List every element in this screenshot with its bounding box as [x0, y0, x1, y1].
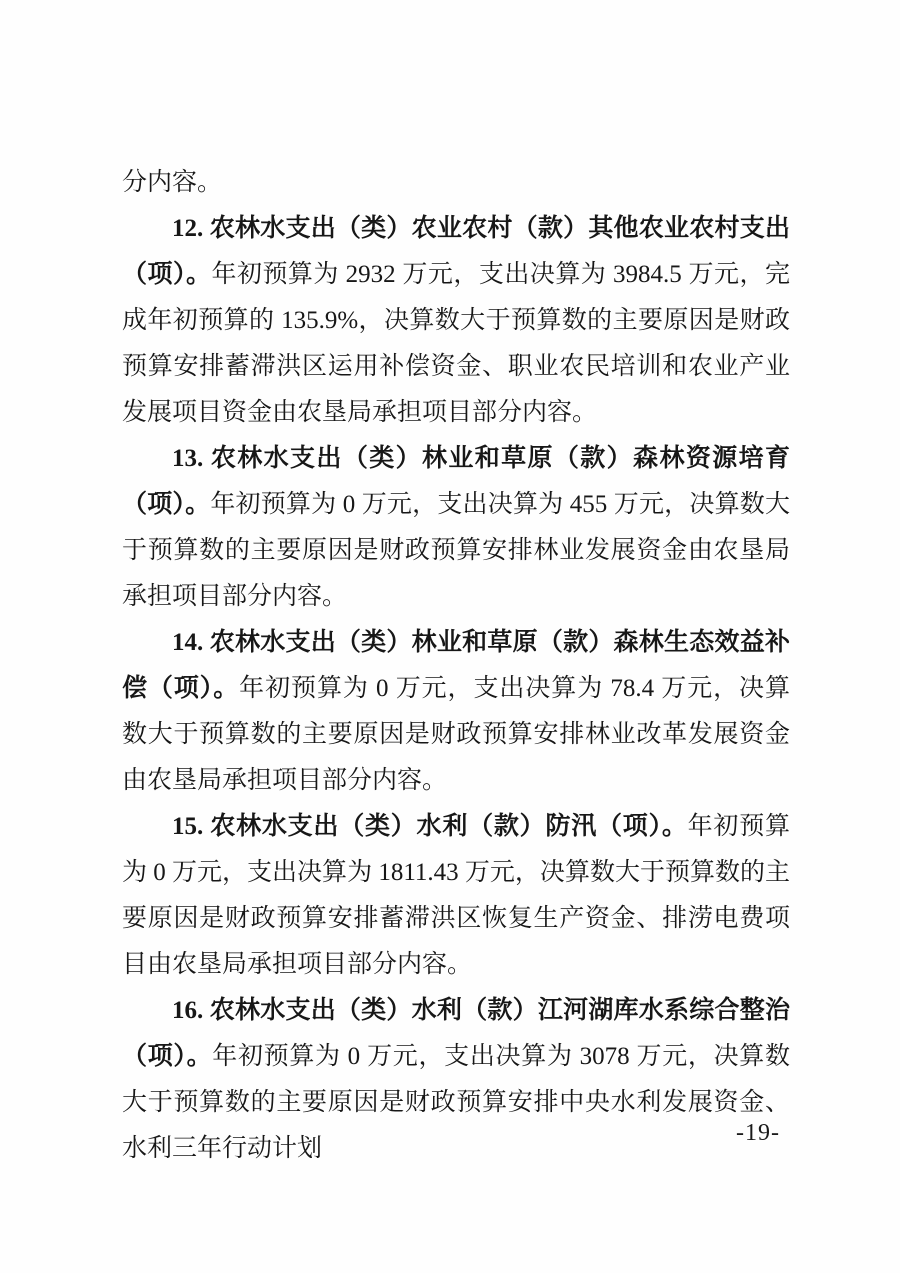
paragraph-continuation: [122, 160, 790, 206]
item-15-heading: 15. 农林水支出（类）水利（款）防汛（项）。: [172, 813, 688, 840]
item-14-body: 年初预算为 0 万元，支出决算为 78.4 万元，决算数大于预算数的主要原因是财政预算安排林业改革发展资金由农垦局承担项目部分内容。: [122, 675, 790, 794]
budget-item-13: [122, 436, 790, 620]
budget-item-14: [122, 620, 790, 804]
item-14-heading: 14. 农林水支出（类）林业和草原（款）森林生态效益补偿（项）。: [122, 629, 790, 702]
item-15-body: 年初预算为 0 万元，支出决算为 1811.43 万元，决算数大于预算数的主要原因是财政预算安排蓄滞洪区恢复生产资金、排涝电费项目由农垦局承担项目部分内容。: [122, 813, 790, 978]
budget-item-12: [122, 206, 790, 436]
item-16-heading: 16. 农林水支出（类）水利（款）江河湖库水系综合整治（项）。: [122, 997, 790, 1070]
budget-item-16: [122, 988, 790, 1172]
document-body: [122, 160, 790, 1172]
item-13-heading: 13. 农林水支出（类）林业和草原（款）森林资源培育（项）。: [122, 445, 790, 518]
item-13-body: 年初预算为 0 万元，支出决算为 455 万元，决算数大于预算数的主要原因是财政预算安排林业发展资金由农垦局承担项目部分内容。: [122, 491, 790, 610]
item-16-body: 年初预算为 0 万元，支出决算为 3078 万元，决算数大于预算数的主要原因是财政预算安排中央水利发展资金、水利三年行动计划: [122, 1043, 790, 1162]
budget-item-15: [122, 804, 790, 988]
item-12-heading: 12. 农林水支出（类）农业农村（款）其他农业农村支出（项）。: [122, 215, 790, 288]
item-12-body: 年初预算为 2932 万元，支出决算为 3984.5 万元，完成年初预算的 135.9%，决算数大于预算数的主要原因是财政预算安排蓄滞洪区运用补偿资金、职业农民培训和农业产业发展项目资金由农垦局承担项目部分内容。: [122, 261, 790, 426]
page-number: -19-: [736, 1120, 780, 1146]
continuation-text: 分内容。: [122, 169, 223, 196]
